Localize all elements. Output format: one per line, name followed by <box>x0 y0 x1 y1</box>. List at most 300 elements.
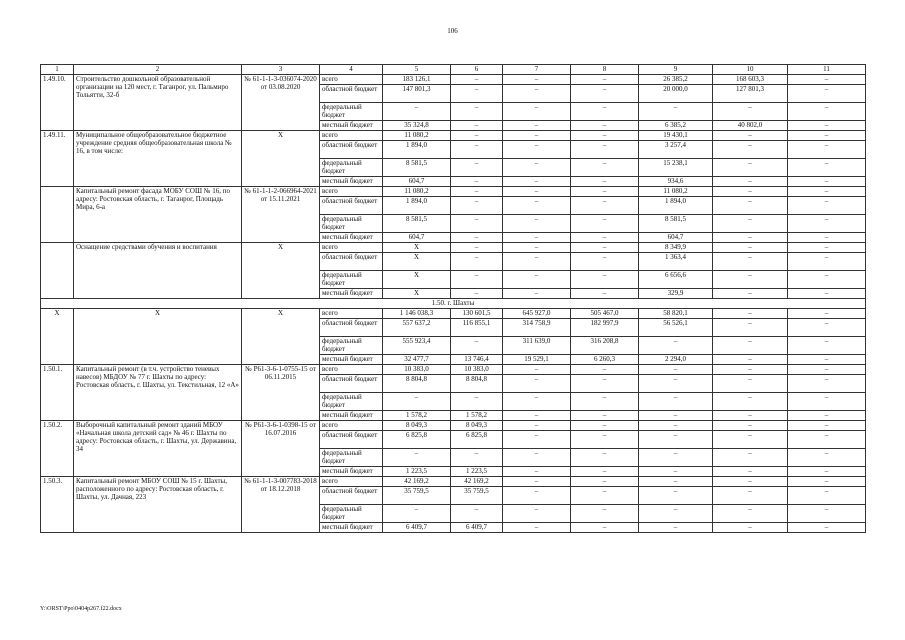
table-row <box>41 421 866 431</box>
item-number <box>41 187 74 243</box>
value-cell: – <box>713 365 788 375</box>
budget-label: федеральный бюджет <box>320 393 383 411</box>
value-cell: 1 894,0 <box>383 197 451 215</box>
column-header: 4 <box>320 65 383 75</box>
value-cell: – <box>713 431 788 449</box>
value-cell: – <box>571 477 639 487</box>
value-cell: 11 080,2 <box>383 187 451 197</box>
budget-label: местный бюджет <box>320 289 383 299</box>
item-number <box>41 243 74 299</box>
column-header: 2 <box>74 65 242 75</box>
value-cell: – <box>571 505 639 523</box>
value-cell: X <box>383 243 451 253</box>
value-cell: 8 049,3 <box>451 421 503 431</box>
value-cell: – <box>639 421 713 431</box>
value-cell: – <box>451 197 503 215</box>
value-cell: 314 758,9 <box>503 319 571 337</box>
value-cell: 1 578,2 <box>383 411 451 421</box>
value-cell: 168 603,3 <box>713 75 788 85</box>
value-cell: – <box>503 215 571 233</box>
value-cell: 1 578,2 <box>451 411 503 421</box>
table-row <box>41 75 866 85</box>
value-cell: 311 639,0 <box>503 337 571 355</box>
value-cell: – <box>451 243 503 253</box>
value-cell: – <box>788 253 866 271</box>
value-cell: 147 801,3 <box>383 85 451 103</box>
value-cell: – <box>788 411 866 421</box>
value-cell: – <box>713 253 788 271</box>
item-number: X <box>41 309 74 365</box>
value-cell: – <box>713 141 788 159</box>
value-cell: 19 430,1 <box>639 131 713 141</box>
value-cell: – <box>788 309 866 319</box>
item-name: Строительство дошкольной образовательной организации на 120 мест, г. Таганрог, ул. Пальмиро Тольятти, 32-б <box>74 75 242 131</box>
value-cell: 8 349,9 <box>639 243 713 253</box>
value-cell: – <box>713 159 788 177</box>
value-cell: 557 637,2 <box>383 319 451 337</box>
value-cell: – <box>451 159 503 177</box>
value-cell: – <box>639 487 713 505</box>
value-cell: – <box>788 319 866 337</box>
budget-label: федеральный бюджет <box>320 337 383 355</box>
value-cell: – <box>503 121 571 131</box>
value-cell: – <box>713 131 788 141</box>
value-cell: – <box>451 337 503 355</box>
value-cell: – <box>503 187 571 197</box>
value-cell: – <box>788 159 866 177</box>
value-cell: – <box>713 337 788 355</box>
budget-label: областной бюджет <box>320 85 383 103</box>
value-cell: 8 049,3 <box>383 421 451 431</box>
value-cell: – <box>788 421 866 431</box>
value-cell: – <box>451 449 503 467</box>
value-cell: – <box>503 487 571 505</box>
document-ref: X <box>242 309 320 365</box>
budget-label: местный бюджет <box>320 411 383 421</box>
value-cell: – <box>503 421 571 431</box>
value-cell: – <box>503 449 571 467</box>
value-cell: 183 126,1 <box>383 75 451 85</box>
value-cell: – <box>571 487 639 505</box>
value-cell: X <box>383 253 451 271</box>
value-cell: – <box>788 375 866 393</box>
value-cell: – <box>503 197 571 215</box>
column-header: 3 <box>242 65 320 75</box>
value-cell: – <box>571 233 639 243</box>
budget-label: областной бюджет <box>320 375 383 393</box>
budget-label: местный бюджет <box>320 121 383 131</box>
value-cell: 604,7 <box>639 233 713 243</box>
value-cell: – <box>383 393 451 411</box>
value-cell: – <box>503 103 571 121</box>
value-cell: – <box>713 505 788 523</box>
budget-label: областной бюджет <box>320 141 383 159</box>
budget-label: федеральный бюджет <box>320 505 383 523</box>
value-cell: – <box>788 177 866 187</box>
value-cell: – <box>571 85 639 103</box>
value-cell: – <box>788 477 866 487</box>
value-cell: – <box>713 103 788 121</box>
value-cell: – <box>503 365 571 375</box>
value-cell: – <box>503 289 571 299</box>
value-cell: 555 923,4 <box>383 337 451 355</box>
document-ref: № 61-1-1-2-066964-2021 от 15.11.2021 <box>242 187 320 243</box>
budget-label: федеральный бюджет <box>320 215 383 233</box>
value-cell: – <box>713 187 788 197</box>
value-cell: – <box>788 393 866 411</box>
value-cell: – <box>788 523 866 533</box>
value-cell: – <box>503 467 571 477</box>
value-cell: – <box>639 393 713 411</box>
column-header: 10 <box>713 65 788 75</box>
item-number: 1.49.11. <box>41 131 74 187</box>
value-cell: – <box>639 337 713 355</box>
value-cell: – <box>571 431 639 449</box>
value-cell: 8 804,8 <box>451 375 503 393</box>
value-cell: – <box>788 365 866 375</box>
value-cell: – <box>451 393 503 411</box>
value-cell: 40 802,0 <box>713 121 788 131</box>
value-cell: – <box>571 131 639 141</box>
value-cell: – <box>713 393 788 411</box>
value-cell: – <box>451 233 503 243</box>
value-cell: – <box>571 103 639 121</box>
budget-label: всего <box>320 243 383 253</box>
table-row <box>41 243 866 253</box>
value-cell: – <box>451 85 503 103</box>
value-cell: 116 855,1 <box>451 319 503 337</box>
section-title: 1.50. г. Шахты <box>41 299 866 309</box>
value-cell: – <box>451 131 503 141</box>
item-number: 1.50.3. <box>41 477 74 533</box>
table-row <box>41 187 866 197</box>
budget-label: федеральный бюджет <box>320 271 383 289</box>
value-cell: – <box>639 103 713 121</box>
value-cell: 2 294,0 <box>639 355 713 365</box>
value-cell: 6 656,6 <box>639 271 713 289</box>
value-cell: – <box>503 431 571 449</box>
item-name: Капитальный ремонт (в т.ч. устройство теневых навесов) МБДОУ № 77 г. Шахты по адресу: Ростовская область, г. Шахты, ул. Текстильная, 12 «А» <box>74 365 242 421</box>
budget-label: областной бюджет <box>320 319 383 337</box>
value-cell: – <box>571 187 639 197</box>
value-cell: – <box>788 103 866 121</box>
value-cell: – <box>788 467 866 477</box>
value-cell: – <box>503 523 571 533</box>
value-cell: – <box>571 421 639 431</box>
value-cell: – <box>383 103 451 121</box>
value-cell: 42 169,2 <box>451 477 503 487</box>
value-cell: – <box>639 365 713 375</box>
value-cell: 8 581,5 <box>639 215 713 233</box>
value-cell: 645 927,0 <box>503 309 571 319</box>
value-cell: – <box>503 393 571 411</box>
item-name: Муниципальное общеобразовательное бюджетное учреждение средняя общеобразовательная школа № 16, в том числе: <box>74 131 242 187</box>
item-name: Капитальный ремонт фасада МОБУ СОШ № 16, по адресу: Ростовская область, г. Таганрог, Площадь Мира, 6-а <box>74 187 242 243</box>
value-cell: – <box>788 187 866 197</box>
value-cell: – <box>571 411 639 421</box>
value-cell: – <box>571 393 639 411</box>
value-cell: 20 000,0 <box>639 85 713 103</box>
value-cell: 19 529,1 <box>503 355 571 365</box>
value-cell: – <box>713 319 788 337</box>
value-cell: – <box>571 365 639 375</box>
value-cell: – <box>571 215 639 233</box>
value-cell: – <box>713 177 788 187</box>
value-cell: – <box>713 197 788 215</box>
value-cell: – <box>451 271 503 289</box>
value-cell: – <box>571 449 639 467</box>
value-cell: – <box>451 121 503 131</box>
value-cell: 56 526,1 <box>639 319 713 337</box>
document-ref: № 61-1-1-3-036074-2020 от 03.08.2020 <box>242 75 320 131</box>
value-cell: 58 820,1 <box>639 309 713 319</box>
value-cell: – <box>788 505 866 523</box>
table-row <box>41 365 866 375</box>
value-cell: 604,7 <box>383 233 451 243</box>
value-cell: – <box>503 477 571 487</box>
value-cell: 6 409,7 <box>451 523 503 533</box>
document-ref: X <box>242 243 320 299</box>
value-cell: – <box>713 309 788 319</box>
value-cell: 15 238,1 <box>639 159 713 177</box>
budget-label: всего <box>320 477 383 487</box>
value-cell: – <box>788 431 866 449</box>
column-header: 1 <box>41 65 74 75</box>
value-cell: – <box>713 449 788 467</box>
budget-label: федеральный бюджет <box>320 159 383 177</box>
budget-label: областной бюджет <box>320 253 383 271</box>
value-cell: 6 260,3 <box>571 355 639 365</box>
value-cell: – <box>571 271 639 289</box>
value-cell: 42 169,2 <box>383 477 451 487</box>
budget-label: всего <box>320 75 383 85</box>
item-name: Выборочный капитальный ремонт зданий МБОУ «Начальная школа детский сад» № 46 г. Шахты по адресу: Ростовская область, г. Шахты, ул. Державина, 34 <box>74 421 242 477</box>
budget-label: всего <box>320 421 383 431</box>
value-cell: – <box>571 177 639 187</box>
value-cell: – <box>451 505 503 523</box>
budget-label: всего <box>320 365 383 375</box>
value-cell: – <box>788 215 866 233</box>
budget-label: всего <box>320 309 383 319</box>
value-cell: – <box>503 159 571 177</box>
value-cell: 6 385,2 <box>639 121 713 131</box>
value-cell: – <box>713 271 788 289</box>
value-cell: – <box>503 85 571 103</box>
budget-label: всего <box>320 131 383 141</box>
value-cell: 1 223,5 <box>383 467 451 477</box>
value-cell: – <box>788 131 866 141</box>
value-cell: – <box>788 233 866 243</box>
value-cell: 32 477,7 <box>383 355 451 365</box>
value-cell: – <box>788 243 866 253</box>
value-cell: 505 467,0 <box>571 309 639 319</box>
value-cell: X <box>383 271 451 289</box>
column-header: 8 <box>571 65 639 75</box>
value-cell: 182 997,9 <box>571 319 639 337</box>
value-cell: – <box>503 253 571 271</box>
item-name: Оснащение средствами обучения и воспитания <box>74 243 242 299</box>
value-cell: 6 825,8 <box>451 431 503 449</box>
value-cell: – <box>713 215 788 233</box>
budget-label: федеральный бюджет <box>320 103 383 121</box>
document-ref: X <box>242 131 320 187</box>
value-cell: 329,9 <box>639 289 713 299</box>
value-cell: 1 894,0 <box>383 141 451 159</box>
value-cell: – <box>503 243 571 253</box>
budget-label: местный бюджет <box>320 233 383 243</box>
value-cell: – <box>571 243 639 253</box>
budget-label: областной бюджет <box>320 487 383 505</box>
column-header: 6 <box>451 65 503 75</box>
value-cell: – <box>571 467 639 477</box>
value-cell: – <box>503 177 571 187</box>
value-cell: 1 894,0 <box>639 197 713 215</box>
value-cell: – <box>451 141 503 159</box>
column-header: 7 <box>503 65 571 75</box>
budget-label: областной бюджет <box>320 431 383 449</box>
value-cell: 10 383,0 <box>383 365 451 375</box>
value-cell: – <box>788 141 866 159</box>
value-cell: – <box>713 375 788 393</box>
column-header: 11 <box>788 65 866 75</box>
budget-label: местный бюджет <box>320 177 383 187</box>
item-name: Капитальный ремонт МБОУ СОШ № 15 г. Шахты, расположенного по адресу: Ростовская область, г. Шахты, ул. Дачная, 223 <box>74 477 242 533</box>
value-cell: – <box>451 215 503 233</box>
value-cell: – <box>713 467 788 477</box>
item-number: 1.50.1. <box>41 365 74 421</box>
value-cell: X <box>383 289 451 299</box>
value-cell: 8 804,8 <box>383 375 451 393</box>
value-cell: – <box>503 271 571 289</box>
value-cell: – <box>571 121 639 131</box>
value-cell: – <box>639 411 713 421</box>
budget-table-body <box>41 65 866 533</box>
value-cell: – <box>571 159 639 177</box>
value-cell: 316 208,8 <box>571 337 639 355</box>
budget-label: местный бюджет <box>320 523 383 533</box>
value-cell: – <box>788 289 866 299</box>
header-row <box>41 65 866 75</box>
value-cell: 26 385,2 <box>639 75 713 85</box>
value-cell: – <box>383 449 451 467</box>
value-cell: 8 581,5 <box>383 159 451 177</box>
budget-label: федеральный бюджет <box>320 449 383 467</box>
value-cell: 35 759,5 <box>383 487 451 505</box>
value-cell: – <box>503 75 571 85</box>
value-cell: 1 223,5 <box>451 467 503 477</box>
document-ref: № 61-1-1-3-007783-2018 от 18.12.2018 <box>242 477 320 533</box>
value-cell: 127 801,3 <box>713 85 788 103</box>
value-cell: – <box>639 431 713 449</box>
value-cell: – <box>639 477 713 487</box>
budget-label: областной бюджет <box>320 197 383 215</box>
value-cell: – <box>788 85 866 103</box>
value-cell: – <box>713 233 788 243</box>
value-cell: – <box>713 487 788 505</box>
value-cell: – <box>639 523 713 533</box>
value-cell: – <box>451 253 503 271</box>
value-cell: – <box>571 75 639 85</box>
value-cell: – <box>788 271 866 289</box>
value-cell: – <box>639 467 713 477</box>
value-cell: – <box>788 355 866 365</box>
value-cell: – <box>713 421 788 431</box>
table-row <box>41 477 866 487</box>
value-cell: – <box>503 411 571 421</box>
value-cell: – <box>713 289 788 299</box>
value-cell: – <box>451 177 503 187</box>
budget-table <box>40 64 866 533</box>
value-cell: – <box>639 505 713 523</box>
item-number: 1.49.10. <box>41 75 74 131</box>
footer-file-path: Y:\ORST\Ppo\0404p267.f22.docx <box>40 606 122 612</box>
value-cell: – <box>788 449 866 467</box>
value-cell: – <box>713 355 788 365</box>
value-cell: – <box>503 375 571 393</box>
value-cell: – <box>788 197 866 215</box>
value-cell: – <box>571 523 639 533</box>
document-ref: № Р61-3-6-1-0398-15 от 16.07.2016 <box>242 421 320 477</box>
value-cell: – <box>451 187 503 197</box>
value-cell: – <box>639 449 713 467</box>
item-number: 1.50.2. <box>41 421 74 477</box>
value-cell: – <box>713 523 788 533</box>
value-cell: – <box>571 375 639 393</box>
budget-label: местный бюджет <box>320 467 383 477</box>
table-row <box>41 131 866 141</box>
value-cell: – <box>788 487 866 505</box>
item-name: X <box>74 309 242 365</box>
value-cell: – <box>451 103 503 121</box>
column-header: 5 <box>383 65 451 75</box>
value-cell: – <box>571 253 639 271</box>
value-cell: 10 383,0 <box>451 365 503 375</box>
value-cell: – <box>713 243 788 253</box>
value-cell: 35 324,8 <box>383 121 451 131</box>
value-cell: – <box>451 75 503 85</box>
value-cell: 604,7 <box>383 177 451 187</box>
value-cell: – <box>451 289 503 299</box>
value-cell: 11 080,2 <box>383 131 451 141</box>
value-cell: – <box>788 337 866 355</box>
budget-label: местный бюджет <box>320 355 383 365</box>
column-header: 9 <box>639 65 713 75</box>
value-cell: – <box>639 375 713 393</box>
value-cell: 8 581,5 <box>383 215 451 233</box>
value-cell: – <box>571 141 639 159</box>
value-cell: 35 759,5 <box>451 487 503 505</box>
value-cell: – <box>571 289 639 299</box>
value-cell: 11 080,2 <box>639 187 713 197</box>
value-cell: 6 409,7 <box>383 523 451 533</box>
value-cell: – <box>503 131 571 141</box>
page-number: 106 <box>447 27 458 35</box>
budget-label: всего <box>320 187 383 197</box>
value-cell: – <box>788 75 866 85</box>
value-cell: 130 601,5 <box>451 309 503 319</box>
value-cell: – <box>503 233 571 243</box>
table-row <box>41 309 866 319</box>
document-ref: № Р61-3-6-1-0755-15 от 06.11.2015 <box>242 365 320 421</box>
value-cell: – <box>503 505 571 523</box>
value-cell: 3 257,4 <box>639 141 713 159</box>
value-cell: 1 363,4 <box>639 253 713 271</box>
value-cell: 13 746,4 <box>451 355 503 365</box>
value-cell: – <box>383 505 451 523</box>
section-row <box>41 299 866 309</box>
value-cell: 6 825,8 <box>383 431 451 449</box>
value-cell: – <box>788 121 866 131</box>
